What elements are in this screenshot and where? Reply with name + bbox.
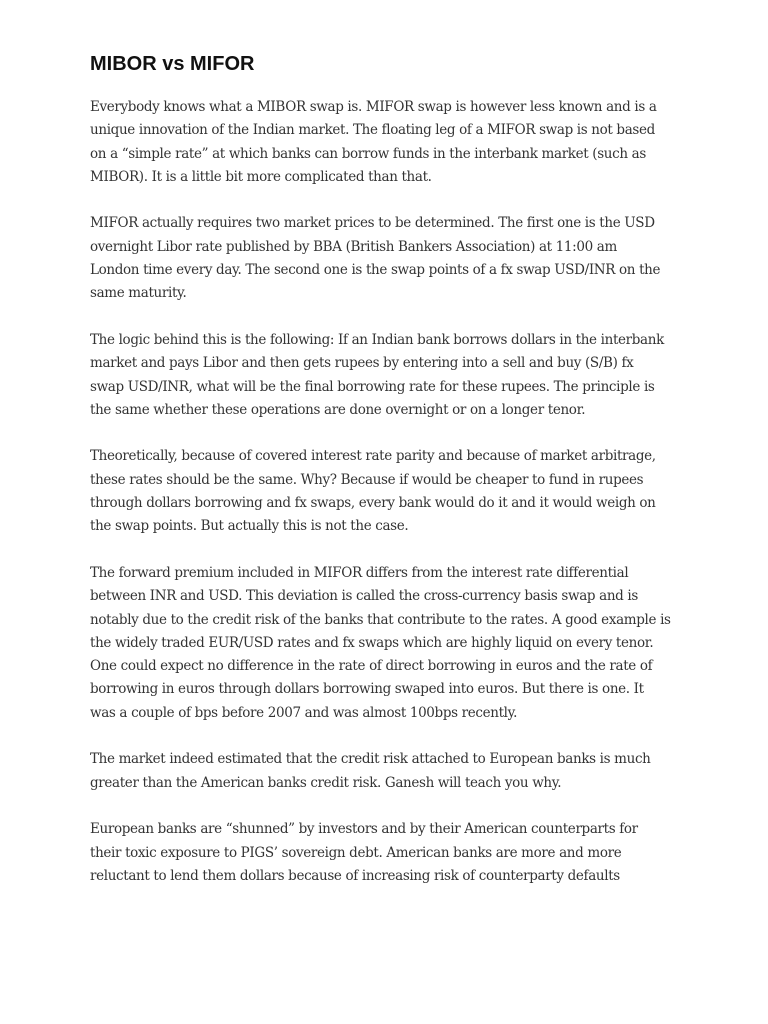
text-line: swap USD/INR, what will be the final borrowing rate for these rupees. The principle is xyxy=(90,378,655,395)
text-line: reluctant to lend them dollars because of increasing risk of counterparty defaults xyxy=(90,867,620,884)
text-line: Everybody knows what a MIBOR swap is. MIFOR swap is however less known and is a xyxy=(90,99,657,115)
text-line: was a couple of bps before 2007 and was almost 100bps recently. xyxy=(90,704,518,721)
text-line: The market indeed estimated that the credit risk attached to European banks is much xyxy=(90,751,651,768)
text-line: on a “simple rate” at which banks can borrow funds in the interbank market (such as xyxy=(90,145,646,162)
paragraph xyxy=(90,96,690,189)
text-line: The logic behind this is the following: If an Indian bank borrows dollars in the interbank xyxy=(90,331,664,348)
text-line: MIFOR actually requires two market prices to be determined. The first one is the USD xyxy=(90,215,655,232)
paragraph xyxy=(90,562,690,725)
text-line: their toxic exposure to PIGS’ sovereign debt. American banks are more and more xyxy=(90,844,622,861)
paragraph xyxy=(90,329,690,422)
paragraph xyxy=(90,748,690,795)
paragraph xyxy=(90,212,690,305)
text-line: through dollars borrowing and fx swaps, every bank would do it and it would weigh on xyxy=(90,495,656,512)
text-line: London time every day. The second one is the swap points of a fx swap USD/INR on the xyxy=(90,262,661,279)
text-line: same maturity. xyxy=(90,285,187,302)
paragraph xyxy=(90,818,690,888)
text-line: MIBOR). It is a little bit more complicated than that. xyxy=(90,168,432,185)
paragraph xyxy=(90,445,690,538)
text-line: the widely traded EUR/USD rates and fx swaps which are highly liquid on every tenor. xyxy=(90,634,654,651)
text-line: unique innovation of the Indian market. The floating leg of a MIFOR swap is not based xyxy=(90,122,655,139)
document-title: MIBOR vs MIFOR xyxy=(90,53,255,75)
text-line: these rates should be the same. Why? Because if would be cheaper to fund in rupees xyxy=(90,471,644,488)
text-line: overnight Libor rate published by BBA (British Bankers Association) at 11:00 am xyxy=(90,238,617,255)
document-page xyxy=(90,52,690,911)
text-line: European banks are “shunned” by investors and by their American counterparts for xyxy=(90,821,638,838)
text-line: the same whether these operations are done overnight or on a longer tenor. xyxy=(90,401,586,418)
text-line: borrowing in euros through dollars borrowing swaped into euros. But there is one. It xyxy=(90,681,644,698)
text-line: greater than the American banks credit risk. Ganesh will teach you why. xyxy=(90,774,562,791)
text-line: market and pays Libor and then gets rupees by entering into a sell and buy (S/B) fx xyxy=(90,355,634,372)
text-line: between INR and USD. This deviation is called the cross-currency basis swap and is xyxy=(90,588,638,605)
text-line: the swap points. But actually this is not the case. xyxy=(90,518,409,535)
text-line: notably due to the credit risk of the banks that contribute to the rates. A good example is xyxy=(90,611,671,628)
text-line: One could expect no difference in the rate of direct borrowing in euros and the rate of xyxy=(90,658,653,675)
document-body xyxy=(90,96,690,888)
text-line: Theoretically, because of covered interest rate parity and because of market arbitrage, xyxy=(90,448,656,465)
text-line: The forward premium included in MIFOR differs from the interest rate differential xyxy=(90,564,629,581)
